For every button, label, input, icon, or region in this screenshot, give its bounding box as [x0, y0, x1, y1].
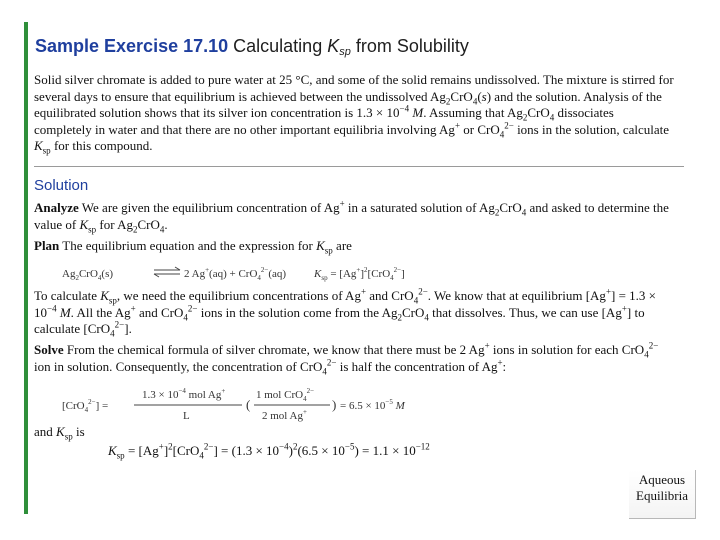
svg-text:2 Ag+(aq) + CrO42−(aq): 2 Ag+(aq) + CrO$_4^{2-}$(aq) — [184, 266, 287, 282]
plan-paragraph: Plan The equilibrium equation and the expression for $K_{sp}$ are — [34, 238, 352, 256]
svg-text:Ksp = [Ag+]2[CrO42−]: $K_{sp} = [Ag^+]^2[CrO_4^{2-}]$ — [314, 266, 405, 282]
svg-text:[CrO42−] =: [CrO$_4^{2-}$] = — [62, 398, 109, 414]
svg-text:1.3 × 10−4 mol Ag+: $1.3 \times 10^{-4}$ mol Ag+ — [142, 387, 226, 401]
ksp-result: $K_{sp} = [Ag^+]^2[CrO_4^{2-}] = (1.3 \times 10^{-4})^2(6.5 \times 10^{-5}) = 1.1 \times 10^{-12}$ — [108, 441, 430, 461]
ksp-intro: and $K_{sp}$ is — [34, 424, 85, 442]
title-sub: sp — [339, 46, 351, 58]
concentration-paragraph: To calculate $K_{sp}$, we need the equilibrium concentrations of Ag+ and CrO$_4^{2-}$. We know that at equilibrium $[Ag^+] = 1.3 \times 10^{-4}$ M. All the Ag+ and CrO$_4^{2-}$ ions in the solution come from the $Ag_2CrO_4$ that dissolves. Thus, we can use [Ag+] to calculate [CrO$_4^{2-}$]. — [34, 286, 657, 339]
footer-line-1: Aqueous — [638, 472, 686, 487]
svg-text:= 6.5 × 10−5 M: = $6.5 \times 10^{-5}$ M — [340, 398, 405, 412]
problem-statement: Solid silver chromate is added to pure water at 25 °C, and some of the solid remains undissolved. The mixture is stirred for several days to ensure that equilibrium is achieved between the undissolved $Ag_2CrO_4(s)$ and the solution. Analysis of the equilibrated solution shows that its silver ion concentration is $1.3 \times 10^{-4}$ M. Assuming that $Ag_2CrO_4$ dissociates completely in water and that there are no other important equilibria involving Ag+ or CrO$_4^{2-}$ ions in the solution, calculate $K_{sp}$ for this compound. — [34, 72, 674, 156]
footer-line-2: Equilibria — [636, 488, 688, 503]
left-accent-bar — [24, 22, 28, 514]
chromate-concentration-equation — [60, 385, 420, 425]
title-text: Calculating — [233, 36, 323, 56]
slide-title — [35, 36, 469, 58]
svg-text:(: ( — [246, 397, 251, 412]
divider — [34, 166, 684, 167]
svg-text:2 mol Ag+: 2 mol Ag+ — [262, 408, 307, 422]
analyze-paragraph: Analyze We are given the equilibrium concentration of Ag+ in a saturated solution of $Ag_2CrO_4$ and asked to determine the value of $K_{sp}$ for $Ag_2CrO_4$. — [34, 198, 669, 235]
solution-heading: Solution — [34, 177, 89, 194]
svg-text:Ag2CrO4(s): $Ag_2CrO_4(s)$ — [62, 268, 114, 282]
solve-paragraph: Solve From the chemical formula of silver chromate, we know that there must be 2 Ag+ ions in solution for each CrO$_4^{2-}$ ion in solution. Consequently, the concentration of CrO$_4^{2-}$ is half the concentration of Ag+: — [34, 340, 659, 377]
svg-text:): ) — [332, 397, 337, 412]
chapter-footer — [629, 470, 696, 519]
exercise-label: Sample Exercise 17.10 — [35, 36, 229, 56]
title-k: K — [327, 36, 340, 56]
title-text-end: from Solubility — [355, 36, 469, 56]
svg-text:1 mol CrO42−: 1 mol CrO$_4^{2-}$ — [256, 387, 315, 403]
svg-text:L: L — [183, 410, 190, 422]
equilibrium-equation — [62, 260, 422, 286]
